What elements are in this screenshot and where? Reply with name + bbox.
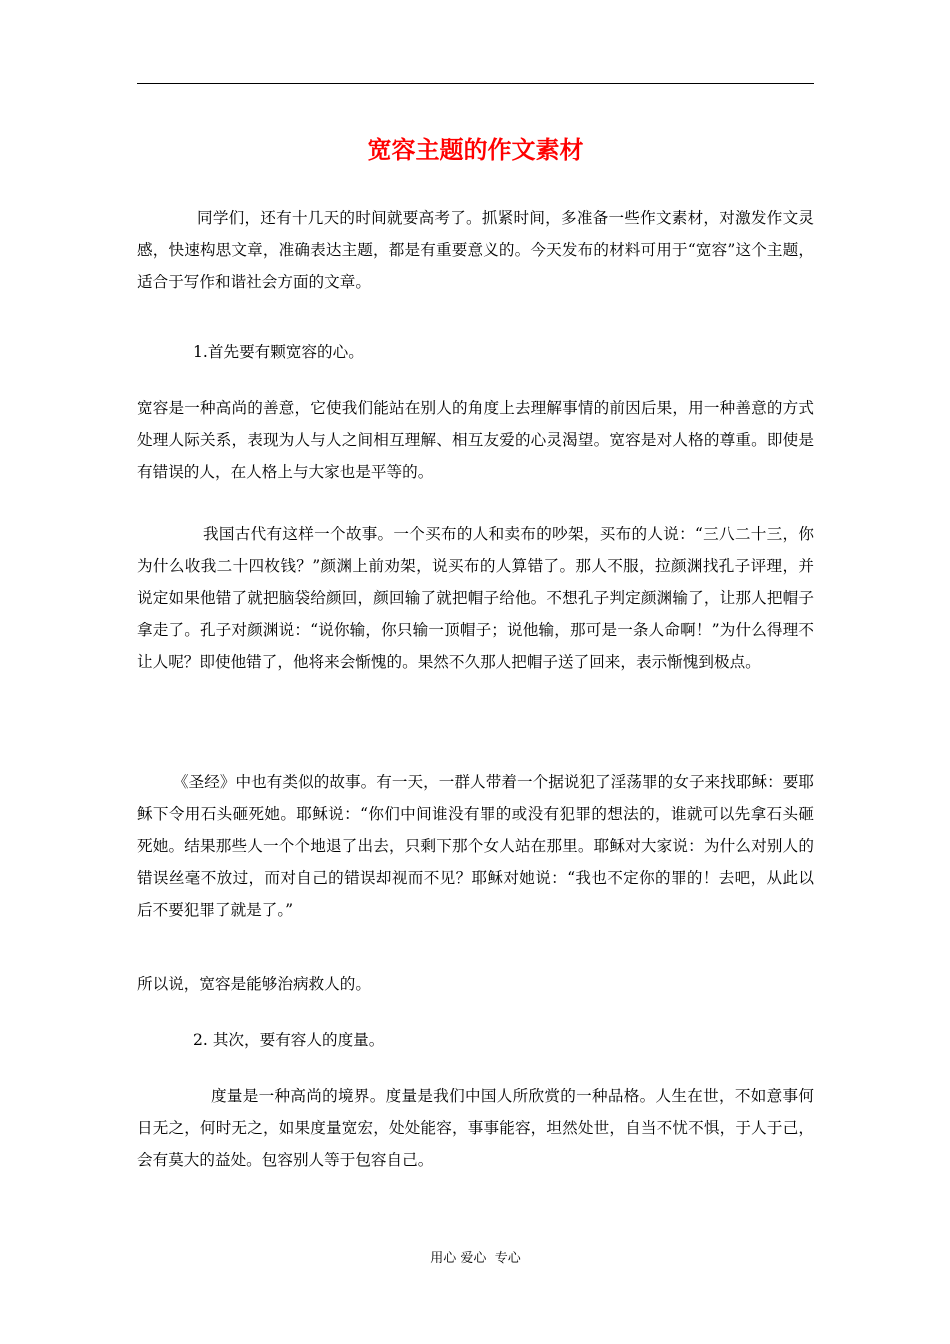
definition-paragraph: 宽容是一种高尚的善意，它使我们能站在别人的角度上去理解事情的前因后果，用一种善意的方式处理人际关系，表现为人与人之间相互理解、相互友爱的心灵渴望。宽容是对人格的尊重。即使是有错误的人，在人格上与大家也是平等的。 <box>137 399 814 481</box>
intro-paragraph: 同学们，还有十几天的时间就要高考了。抓紧时间，多准备一些作文素材，对激发作文灵感，快速构思文章，准确表达主题，都是有重要意义的。今天发布的材料可用于“宽容”这个主题，适合于写作和谐社会方面的文章。 <box>137 209 814 291</box>
header-rule <box>137 83 814 84</box>
conclusion-paragraph: 所以说，宽容是能够治病救人的。 <box>137 975 371 993</box>
section-heading-1: 1.首先要有颗宽容的心。 <box>193 343 364 361</box>
magnanimity-paragraph: 度量是一种高尚的境界。度量是我们中国人所欣赏的一种品格。人生在世，不如意事何日无之，何时无之，如果度量宽宏，处处能容，事事能容，坦然处世，自当不忧不惧，于人于己，会有莫大的益处。包容别人等于包容自己。 <box>137 1087 814 1169</box>
section-heading-2: 2. 其次，要有容人的度量。 <box>193 1031 385 1049</box>
bible-story-paragraph: 《圣经》中也有类似的故事。有一天，一群人带着一个据说犯了淫荡罪的女子来找耶稣：要耶稣下令用石头砸死她。耶稣说：“你们中间谁没有罪的或没有犯罪的想法的，谁就可以先拿石头砸死她。结果那些人一个个地退了出去，只剩下那个女人站在那里。耶稣对大家说：为什么对别人的错误丝毫不放过，而对自己的错误却视而不见？耶稣对她说：“我也不定你的罪的！去吧，从此以后不要犯罪了就是了。” <box>137 773 814 919</box>
confucius-story-paragraph: 我国古代有这样一个故事。一个买布的人和卖布的吵架，买布的人说：“三八二十三，你为什么收我二十四枚钱？”颜渊上前劝架，说买布的人算错了。那人不服，拉颜渊找孔子评理，并说定如果他错了就把脑袋给颜回，颜回输了就把帽子给他。不想孔子判定颜渊输了，让那人把帽子拿走了。孔子对颜渊说：“说你输，你只输一顶帽子；说他输，那可是一条人命啊！”为什么得理不让人呢？即使他错了，他将来会惭愧的。果然不久那人把帽子送了回来，表示惭愧到极点。 <box>137 525 814 671</box>
page-footer: 用心 爱心 专心 <box>430 1251 521 1266</box>
document-title: 宽容主题的作文素材 <box>367 135 584 164</box>
